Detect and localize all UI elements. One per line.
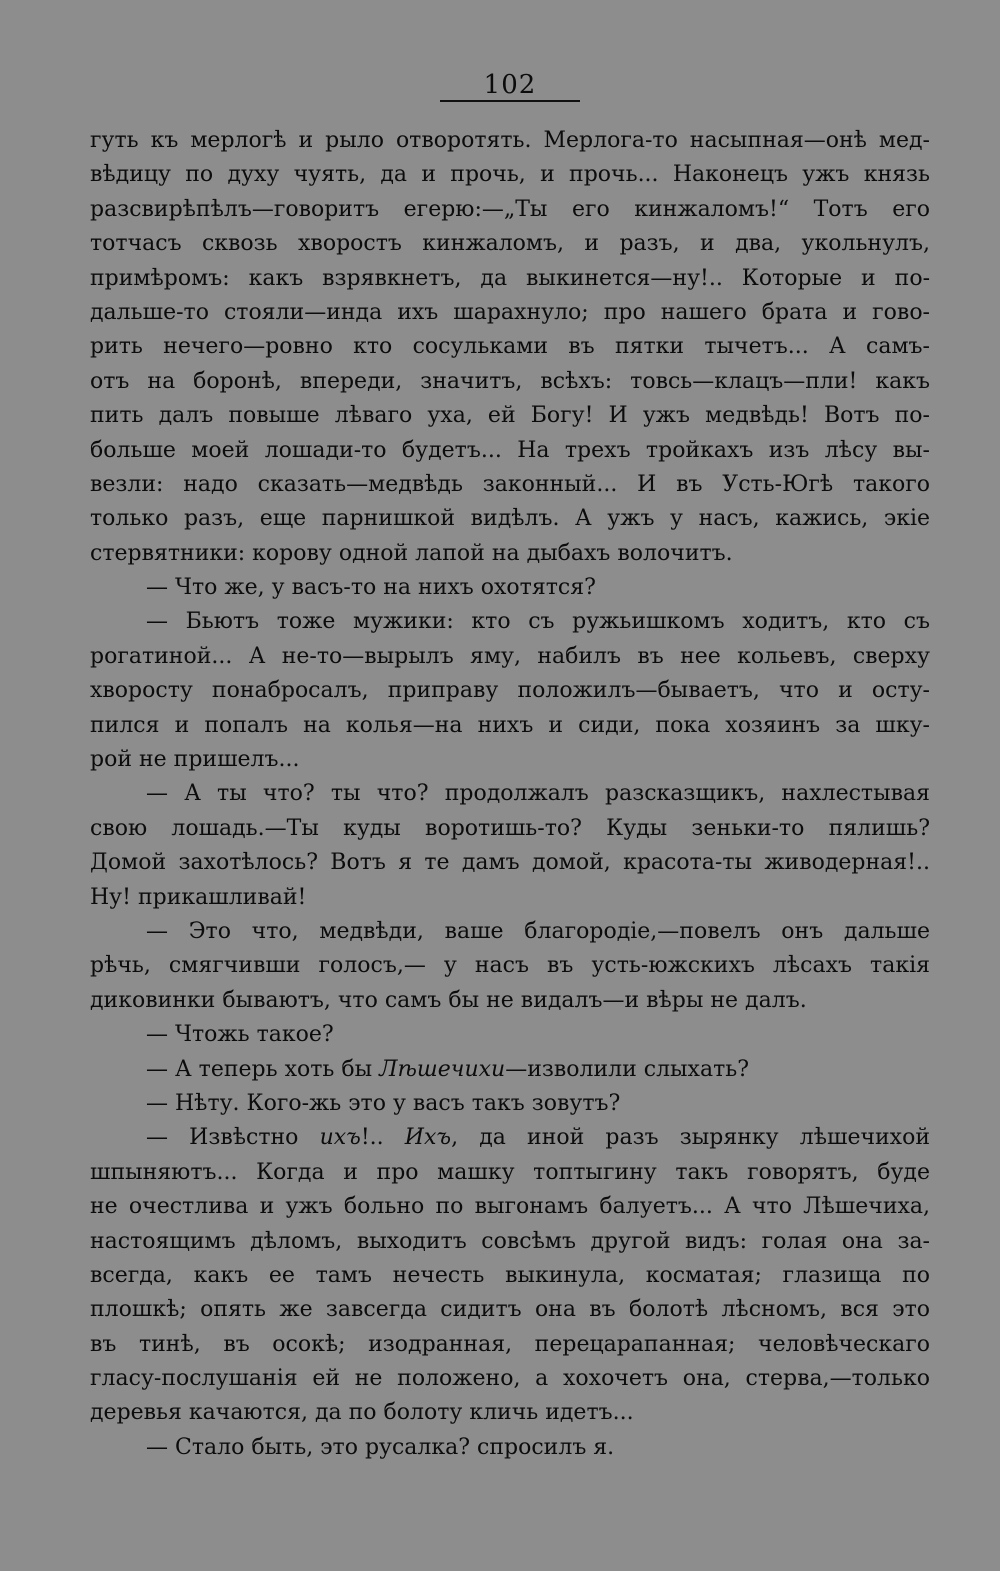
text-line: рѣчь, смягчивши голосъ,— у насъ въ усть-южскихъ лѣсахъ такія: [90, 953, 930, 979]
text-line: разсвирѣпѣлъ—говоритъ егерю:—„Ты его кинжаломъ!“ Тотъ его: [90, 196, 930, 222]
text-line: Ну! прикашливай!: [90, 884, 307, 910]
italic-word: Ихъ: [404, 1125, 452, 1151]
text-line: свою лошадь.—Ты куды воротишь-то? Куды зеньки-то пялишь?: [90, 815, 930, 841]
text-line: примѣромъ: какъ взрявкнетъ, да выкинется—ну!.. Которые и по-: [90, 265, 930, 291]
page-number: 102: [483, 70, 537, 100]
text-line: — А теперь хоть бы Лѣшечихи—изволили слыхать?: [146, 1056, 750, 1082]
page-number-rule: [440, 100, 580, 102]
text-line: — Нѣту. Кого-жь это у васъ такъ зовутъ?: [146, 1090, 621, 1116]
text-line: отъ на боронѣ, впереди, значитъ, всѣхъ: товсь—клацъ—пли! какъ: [90, 368, 930, 394]
text-line: тотчасъ сквозь хворостъ кинжаломъ, и разъ, и два, укольнулъ,: [90, 231, 930, 257]
text-line: хворосту понабросалъ, приправу положилъ—бываетъ, что и осту-: [90, 678, 930, 704]
text-line: дальше-то стояли—инда ихъ шарахнуло; про нашего брата и гово-: [90, 299, 930, 325]
text-line: вѣдицу по духу чуять, да и прочь, и прочь... Наконецъ ужъ князь: [90, 162, 930, 188]
text-line: рогатиной... А не-то—вырылъ яму, набилъ въ нее кольевъ, сверху: [90, 643, 930, 669]
text-line: пить далъ повыше лѣваго уха, ей Богу! И ужъ медвѣдь! Вотъ по-: [90, 403, 930, 429]
text-line: — Это что, медвѣди, ваше благородіе,—повелъ онъ дальше: [146, 918, 930, 944]
text-line: рить нечего—ровно кто сосульками въ пятки тычетъ... А самъ-: [90, 334, 930, 360]
text-line: въ тинѣ, въ осокѣ; изодранная, перецарапанная; человѣческаго: [90, 1331, 930, 1357]
text-line: — Чтожь такое?: [146, 1022, 334, 1048]
text-line: диковинки бываютъ, что самъ бы не видалъ—и вѣры не далъ.: [90, 987, 807, 1013]
text-line: Домой захотѣлось? Вотъ я те дамъ домой, красота-ты живодерная!..: [90, 850, 930, 876]
text-line: гуть къ мерлогѣ и рыло отворотять. Мерлога-то насыпная—онѣ мед-: [90, 128, 930, 153]
text-line: плошкѣ; опять же завсегда сидитъ она въ болотѣ лѣсномъ, вся это: [90, 1297, 930, 1323]
text-line: настоящимъ дѣломъ, выходитъ совсѣмъ другой видъ: голая она за-: [90, 1228, 930, 1254]
text-line: — Стало быть, это русалка? спросилъ я.: [146, 1434, 615, 1460]
text-line: — Бьютъ тоже мужики: кто съ ружьишкомъ ходитъ, кто съ: [146, 609, 930, 635]
text-line: гласу-послушанія ей не положено, а хохочетъ она, стерва,—только: [90, 1366, 930, 1392]
text-line: всегда, какъ ее тамъ нечесть выкинула, косматая; глазища по: [90, 1262, 930, 1288]
text-line: только разъ, еще парнишкой видѣлъ. А ужъ у насъ, кажись, экіе: [90, 506, 930, 532]
body-text: [90, 124, 930, 1465]
text-line: пился и попалъ на колья—на нихъ и сиди, пока хозяинъ за шку-: [90, 712, 930, 738]
text-line: — А ты что? ты что? продолжалъ разсказщикъ, нахлестывая: [146, 781, 930, 807]
text-line: — Что же, у васъ-то на нихъ охотятся?: [146, 575, 596, 601]
text-line: рой не пришелъ...: [90, 747, 300, 773]
text-line: стервятники: корову одной лапой на дыбахъ волочитъ.: [90, 540, 733, 566]
italic-word: Лѣшечихи: [379, 1056, 506, 1082]
text-line: везли: надо сказать—медвѣдь законный... И въ Усть-Югѣ такого: [90, 471, 930, 497]
text-line: деревья качаются, да по болоту кличь идетъ...: [90, 1400, 634, 1426]
italic-word: ихъ: [319, 1125, 361, 1151]
text-line: — Извѣстно ихъ!.. Ихъ, да иной разъ зырянку лѣшечихой: [146, 1125, 930, 1151]
text-line: не очестлива и ужъ больно по выгонамъ балуетъ... А что Лѣшечиха,: [90, 1194, 930, 1220]
text-line: шпыняютъ... Когда и про машку топтыгину такъ говорятъ, буде: [90, 1159, 930, 1185]
text-line: больше моей лошади-то будетъ... На трехъ тройкахъ изъ лѣсу вы-: [90, 437, 930, 463]
